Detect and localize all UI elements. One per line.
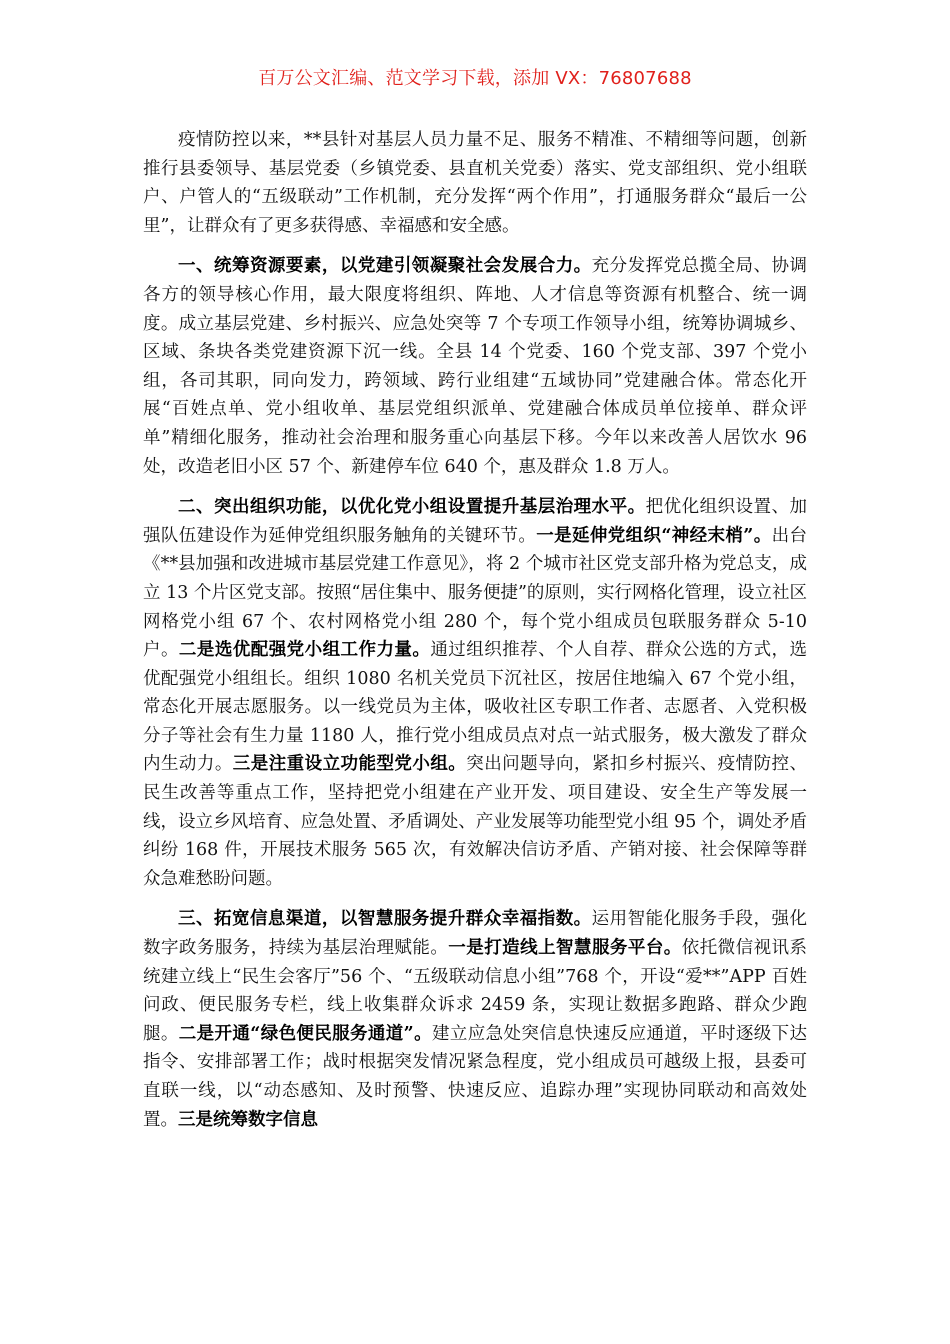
section-3-heading: 三、拓宽信息渠道，以智慧服务提升群众幸福指数。 — [178, 909, 592, 930]
section-2-sub-1-text: 出台《**县加强和改进城市基层党建工作意见》，将 2 个城市社区党支部升格为党总支，成立 13 个片区党支部。按照“居住集中、服务便捷”的原则，实行网格化管理，设立社区网格党小组 67 个、农村网格党小组 280 个，每个党小组成员包联服务群众 5-10 户。 — [143, 525, 807, 661]
section-3-sub-1-text: 依托微信视讯系统建立线上“民生会客厅”56 个、“五级联动信息小组”768 个，开设“爱**”APP 百姓问政、便民服务专栏，线上收集群众诉求 2459 条，实现让数据多跑路、群众少跑腿。 — [143, 938, 808, 1044]
document-body — [143, 126, 807, 1146]
section-1-paragraph — [143, 252, 807, 481]
section-2-sub-1-heading: 一是延伸党组织“神经末梢”。 — [536, 525, 772, 546]
section-2-sub-3-text: 突出问题导向，紧扣乡村振兴、疫情防控、民生改善等重点工作，坚持把党小组建在产业开发、项目建设、安全生产等发展一线，设立乡风培育、应急处置、矛盾调处、产业发展等功能型党小组 95 个，调处矛盾纠纷 168 件，开展技术服务 565 次，有效解决信访矛盾、产销对接、社会保障等群众急难愁盼问题。 — [143, 754, 808, 889]
section-3-sub-3-heading: 三是统筹数字信息 — [178, 1109, 318, 1130]
section-3-sub-1-heading: 一是打造线上智慧服务平台。 — [448, 938, 682, 959]
section-2-heading: 二、突出组织功能，以优化党小组设置提升基层治理水平。 — [178, 497, 646, 518]
section-3-sub-2-text: 建立应急处突信息快速反应通道，平时逐级下达指令、安排部署工作；战时根据突发情况紧急程度，党小组成员可越级上报，县委可直联一线，以“动态感知、及时预警、快速反应、追踪办理”实现协同联动和高效处置。 — [143, 1023, 807, 1130]
section-2-intro: 把优化组织设置、加强队伍建设作为延伸党组织服务触角的关键环节。 — [143, 497, 808, 546]
section-1-text: 充分发挥党总揽全局、协调各方的领导核心作用，最大限度将组织、阵地、人才信息等资源有机整合、统一调度。成立基层党建、乡村振兴、应急处突等 7 个专项工作领导小组，统筹协调城乡、区域、条块各类党建资源下沉一线。全县 14 个党委、160 个党支部、397 个党小组，各司其职，同向发力，跨领域、跨行业组建“五域协同”党建融合体。常态化开展“百姓点单、党小组收单、基层党组织派单、党建融合体成员单位接单、群众评单”精细化服务，推动社会治理和服务重心向基层下移。今年以来改善人居饮水 96 处，改造老旧小区 57 个、新建停车位 640 个，惠及群众 1.8 万人。 — [143, 256, 808, 477]
section-1-heading: 一、统筹资源要素，以党建引领凝聚社会发展合力。 — [178, 256, 592, 277]
section-2-paragraph — [143, 493, 807, 893]
section-2-sub-3-heading: 三是注重设立功能型党小组。 — [232, 754, 467, 775]
section-3-paragraph — [143, 905, 807, 1134]
section-3-sub-2-heading: 二是开通“绿色便民服务通道”。 — [178, 1023, 432, 1044]
section-2-sub-2-heading: 二是选优配强党小组工作力量。 — [178, 640, 431, 661]
section-3-intro: 运用智能化服务手段，强化数字政务服务，持续为基层治理赋能。 — [143, 909, 808, 959]
intro-paragraph: 疫情防控以来，**县针对基层人员力量不足、服务不精准、不精细等问题，创新推行县委领导、基层党委（乡镇党委、县直机关党委）落实、党支部组织、党小组联户、户管人的“五级联动”工作机制，充分发挥“两个作用”，打通服务群众“最后一公里”，让群众有了更多获得感、幸福感和安全感。 — [143, 130, 807, 236]
download-banner: 百万公文汇编、范文学习下载，添加 VX：76807688 — [258, 68, 692, 89]
section-2-sub-2-text: 通过组织推荐、个人自荐、群众公选的方式，选优配强党小组组长。组织 1080 名机关党员下沉社区，按居住地编入 67 个党小组，常态化开展志愿服务。以一线党员为主体，吸收社区专职工作者、志愿者、入党积极分子等社会有生力量 1180 人，推行党小组成员点对点一站式服务，极大激发了群众内生动力。 — [143, 640, 808, 775]
